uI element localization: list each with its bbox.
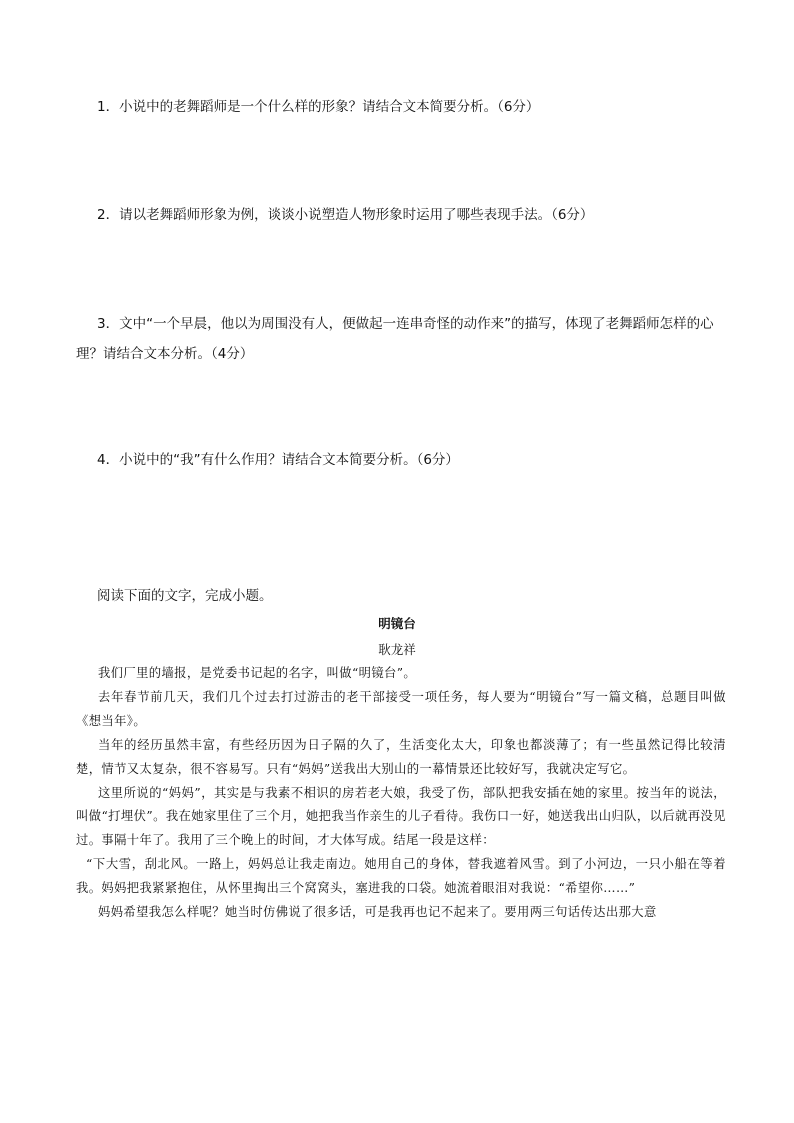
article-title: 明镜台 (378, 616, 416, 631)
question-2: 2．请以老舞蹈师形象为例，谈谈小说塑造人物形象时运用了哪些表现手法。（6分） (97, 207, 594, 223)
question-1: 1．小说中的老舞蹈师是一个什么样的形象？请结合文本简要分析。（6分） (97, 99, 540, 115)
question-3: 3．文中“一个早晨，他以为周围没有人，便做起一连串奇怪的动作来”的描写，体现了老舞蹈师怎样的心理？请结合文本分析。（4分） (76, 316, 714, 362)
question-4: 4．小说中的“我”有什么作用？请结合文本简要分析。（6分） (97, 452, 459, 468)
paragraph: 我们厂里的墙报，是党委书记起的名字，叫做“明镜台”。 (98, 666, 417, 680)
paragraph: 这里所说的“妈妈”，其实是与我素不相识的房若老大娘，我受了伤，部队把我安插在她的家里。按当年的说法，叫做“打埋伏”。我在她家里住了三个月，她把我当作亲生的儿子看待。我伤口一好，她送我出山归队，以后就再没见过。事隔十年了。我用了三个晚上的时间，才大体写成。结尾一段是这样： (76, 785, 726, 848)
article-author: 耿龙祥 (378, 642, 416, 657)
reading-instruction: 阅读下面的文字，完成小题。 (97, 588, 273, 604)
article-body (76, 662, 726, 925)
paragraph: 妈妈希望我怎么样呢？她当时仿佛说了很多话，可是我再也记不起来了。要用两三句话传达出那大意 (98, 905, 657, 920)
paragraph: 当年的经历虽然丰富，有些经历因为日子隔的久了，生活变化太大，印象也都淡薄了；有一些虽然记得比较清楚，情节又太复杂，很不容易写。只有“妈妈”送我出大别山的一幕情景还比较好写，我就决定写它。 (76, 737, 726, 776)
paragraph: 去年春节前几天，我们几个过去打过游击的老干部接受一项任务，每人要为“明镜台”写一篇文稿，总题目叫做《想当年》。 (76, 689, 726, 728)
paragraph: “下大雪，刮北风。一路上，妈妈总让我走南边。她用自己的身体，替我遮着风雪。到了小河边，一只小船在等着我。妈妈把我紧紧抱住，从怀里掏出三个窝窝头，塞进我的口袋。她流着眼泪对我说：“希望你……” (76, 857, 726, 896)
